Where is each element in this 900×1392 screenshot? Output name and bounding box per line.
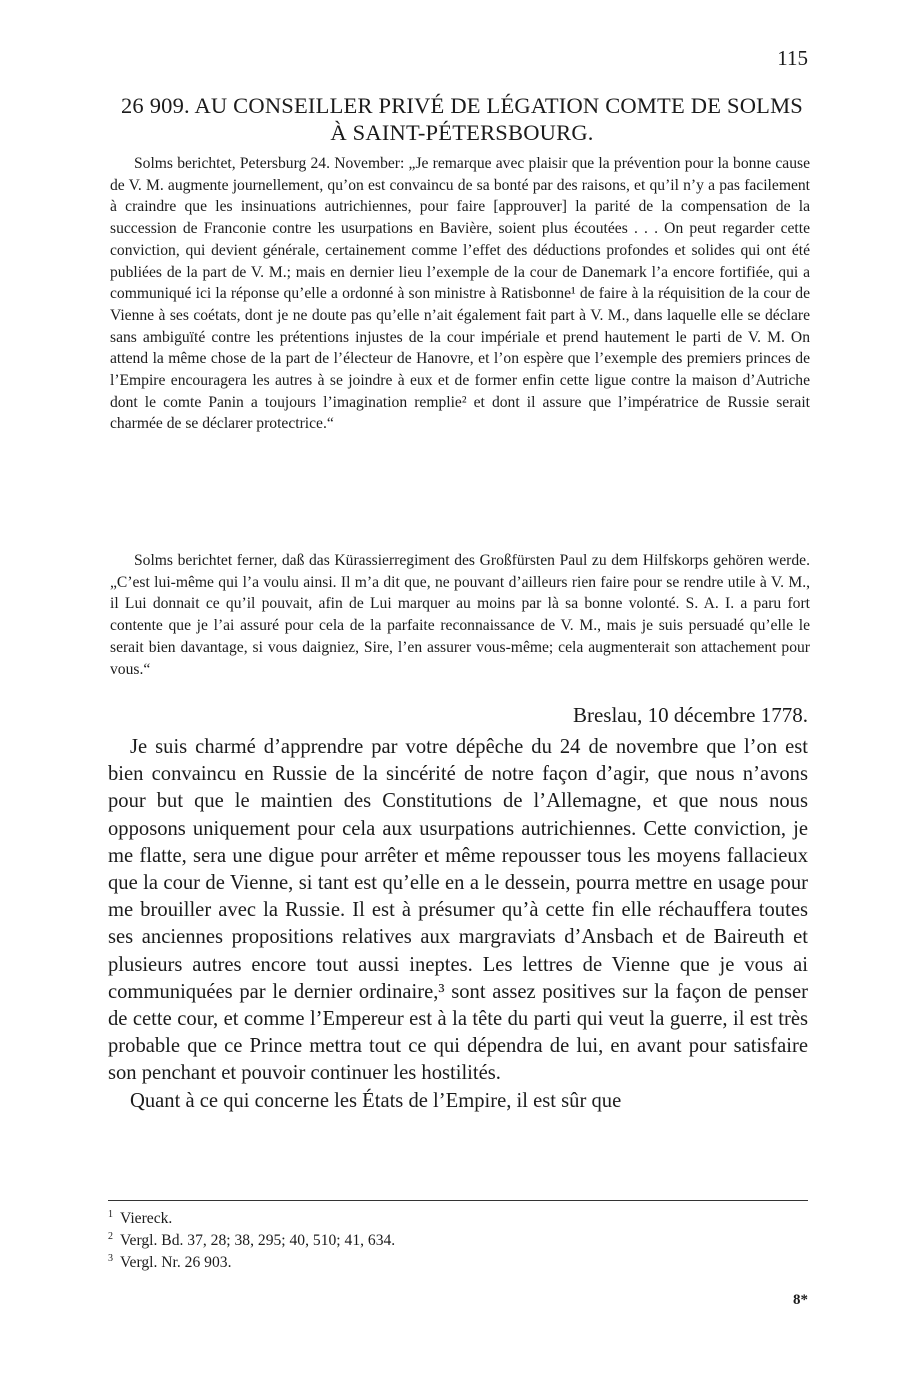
- footnote-text: Vergl. Bd. 37, 28; 38, 295; 40, 510; 41, 634.: [120, 1232, 396, 1249]
- letter-paragraph-2: Quant à ce qui concerne les États de l’Empire, il est sûr que: [130, 1089, 622, 1112]
- summary-text-1: Solms berichtet, Petersburg 24. November: „Je remarque avec plaisir que la prévention pour la bonne cause de V. M. augmente journellement, qu’on est convaincu de sa bonté par des raisons, et qu’il n’y a pas facilement à craindre que les insinuations autrichiennes, pour faire [approuver] la parité de la compensation de la succession de Franconie contre les usurpations en Bavière, soient plus écoutées . . . On peut regarder cette conviction, qui devient générale, certainement comme l’effet des déductions profondes et solides qui ont été publiées de la part de V. M.; mais en dernier lieu l’exemple de la cour de Danemark l’a encore fortifiée, qui a communiqué ici la réponse qu’elle a ordonné à son ministre à Ratisbonne¹ de faire à la réquisition de la cour de Vienne à ses coétats, dont je ne doute pas qu’elle n’ait également fait part à V. M., dans laquelle elle se déclare sans ambiguïté contre les prétentions injustes de la cour impériale et prend hautement le parti de V. M. On attend la même chose de la part de l’électeur de Hanovre, et l’on espère que l’exemple des premiers princes de l’Empire encouragera les autres à se joindre à eux et de former enfin cette ligue contre la maison d’Autriche dont le comte Panin a toujours l’imagination remplie² et dont il assure que l’impératrice de Russie serait charmée de se déclarer protectrice.“: [110, 155, 810, 433]
- footnote-divider: [108, 1200, 808, 1201]
- letter-body: [108, 734, 808, 1115]
- footnote-text: Viereck.: [120, 1210, 173, 1227]
- letter-paragraph-1: Je suis charmé d’apprendre par votre dépêche du 24 de novembre que l’on est bien convaincu en Russie de la sincérité de notre façon d’agir, que nous n’avons pour but que le maintien des Constitutions de l’Allemagne, et que nous nous opposons uniquement pour cela aux usurpations autrichiennes. Cette conviction, je me flatte, sera une digue pour arrêter et même repousser tous les moyens fallacieux que la cour de Vienne, si tant est qu’elle en a le dessein, pourra mettre en usage pour me brouiller avec la Russie. Il est à présumer qu’à cette fin elle réchauffera toutes ses anciennes propositions relatives aux margraviats d’Ansbach et de Baireuth et plusieurs autres encore tout aussi ineptes. Les lettres de Vienne que je vous ai communiquées par le dernier ordinaire,³ sont assez positives sur la façon de penser de cette cour, et comme l’Empereur est à la tête du parti qui veut la guerre, il est très probable que ce Prince mettra tout ce qui dépendra de lui, en avant pour satisfaire son penchant et pouvoir continuer les hostilités.: [108, 736, 808, 1085]
- footnote-text: Vergl. Nr. 26 903.: [120, 1254, 232, 1271]
- summary-paragraph-2: [110, 550, 810, 680]
- footnote-number: 3: [108, 1253, 113, 1264]
- footnote-2: [108, 1230, 808, 1252]
- footnotes: [108, 1208, 808, 1274]
- summary-paragraph-1: [110, 153, 810, 435]
- summary-text-2: Solms berichtet ferner, daß das Kürassierregiment des Großfürsten Paul zu dem Hilfskorps gehören werde. „C’est lui-même qui l’a voulu ainsi. Il m’a dit que, ne pouvant d’ailleurs rien faire pour se rendre utile à V. M., il Lui donnait ce qu’il pouvait, afin de Lui marquer au moins par là sa bonne volonté. S. A. I. a paru fort contente que je l’ai assuré pour cela de la parfaite reconnaissance de V. M., mais je suis persuadé qu’elle le serait bien davantage, si vous daigniez, Sire, l’en assurer vous-même; cela augmenterait son attachement pour vous.“: [110, 552, 810, 678]
- dateline: Breslau, 10 décembre 1778.: [572, 703, 808, 727]
- footnote-number: 2: [108, 1231, 113, 1242]
- footnote-number: 1: [108, 1209, 113, 1220]
- footnote-1: [108, 1208, 808, 1230]
- page-number: 115: [777, 46, 808, 70]
- signature-mark: 8*: [793, 1292, 808, 1308]
- document-heading: 26 909. AU CONSEILLER PRIVÉ DE LÉGATION COMTE DE SOLMS À SAINT-PÉTERSBOURG.: [120, 93, 804, 145]
- footnote-3: [108, 1252, 808, 1274]
